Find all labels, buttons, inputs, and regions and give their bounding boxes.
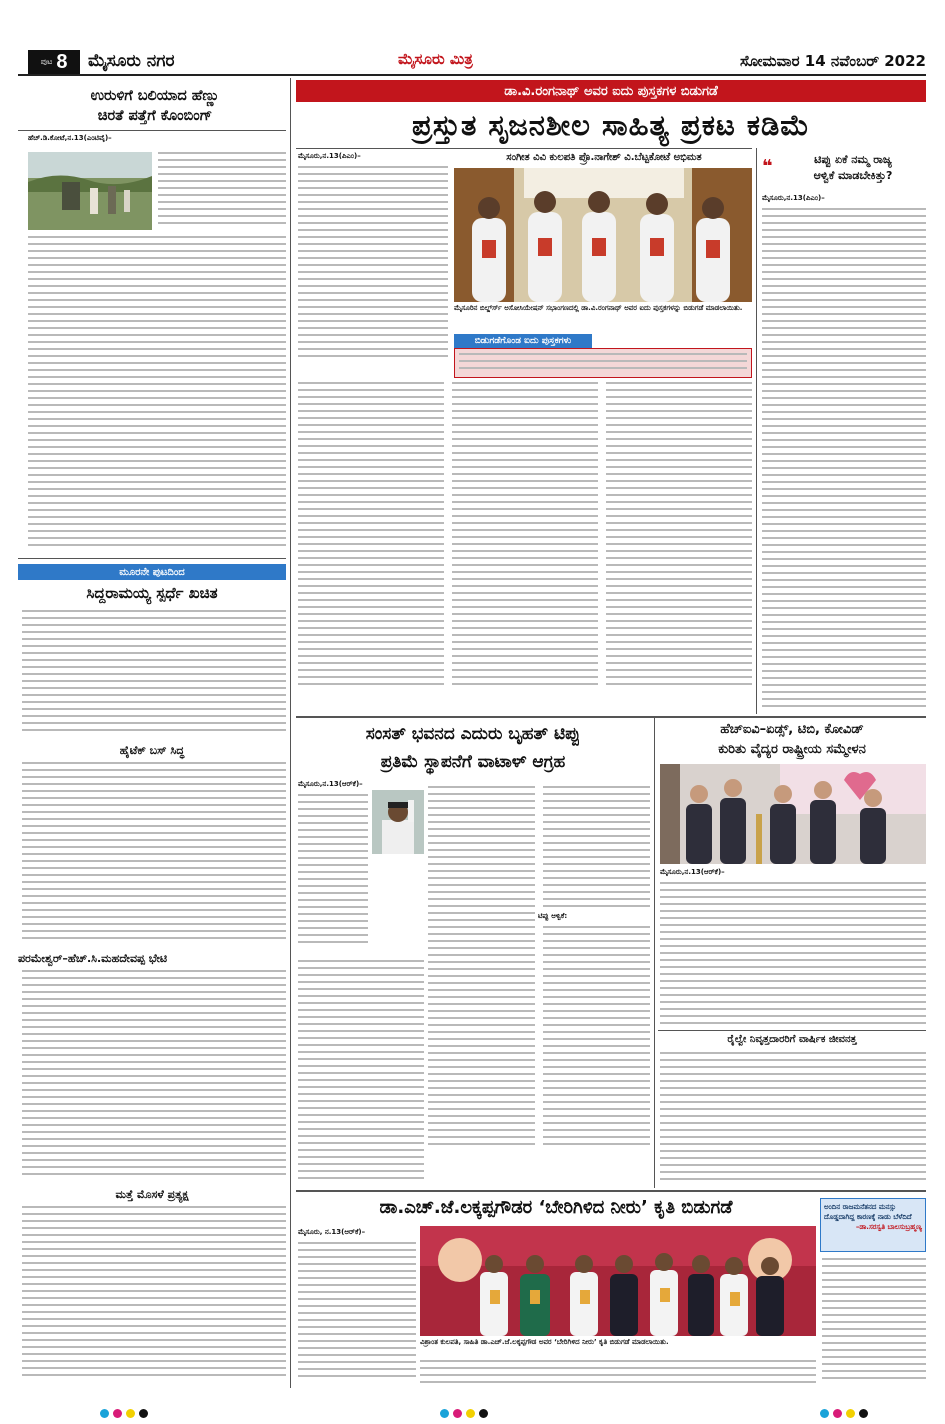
page-number-box: [28, 50, 80, 74]
parliament-text-left: [298, 960, 424, 1186]
divider: [18, 558, 286, 559]
book-text-continued: [420, 1360, 816, 1386]
page-number: 8: [56, 50, 68, 73]
books-list-box: [454, 348, 752, 378]
parliament-text-continued: [428, 786, 650, 1186]
hitech-bus-text: [22, 762, 286, 948]
masthead: ಮೈಸೂರು ಮಿತ್ರ: [398, 50, 473, 68]
divider: [658, 1030, 926, 1031]
subhead-crocodile: ಮತ್ತೆ ಮೊಸಳೆ ಪ್ರತ್ಯಕ್ಷ: [115, 1188, 189, 1201]
top-subhead: ಸಂಗೀತ ವಿವಿ ಕುಲಪತಿ ಪ್ರೊ.ನಾಗೇಶ್ ವಿ.ಬೆಟ್ಟಕೋಟೆ ಅಭಿಮತ: [506, 152, 702, 163]
quote-attribution: –ಡಾ.ಸರಸ್ವತಿ ಬಾಲಸುಬ್ರಹ್ಮಣ್ಯ: [855, 1223, 922, 1231]
page-header: [18, 48, 926, 76]
parliament-subhead: [538, 912, 650, 924]
railway-text: [660, 1052, 926, 1186]
divider: [296, 716, 926, 718]
continued-from-kicker: ಮೂರನೇ ಪುಟದಿಂದ: [18, 564, 286, 580]
hiv-headline: ಹೆಚ್‌ಐವಿ–ಏಡ್ಸ್, ಟಿಬಿ, ಕೋವಿಡ್ ಕುರಿತು ವೈದ್ಯರ ರಾಷ್ಟ್ರೀಯ ಸಮ್ಮೇಳನ: [718, 722, 866, 757]
tipu-dateline: [762, 194, 926, 206]
dateline: ಹೆಚ್.ಡಿ.ಕೋಟೆ,ನ.13(ಎಂಟಿವೈ)–: [28, 134, 112, 142]
book-headline: [296, 1194, 816, 1222]
hiv-text: [660, 882, 926, 1028]
divider: [18, 130, 286, 131]
top-story-text: [298, 166, 448, 366]
tipu-headline: ಟಿಪ್ಪು ಏಕೆ ನಮ್ಮ ರಾಜ್ಯ ಆಳ್ವಿಕೆ ಮಾಡಬೇಕಿತ್ತು?: [813, 153, 893, 182]
book-photo-caption: ವಿಶ್ರಾಂತ ಕುಲಪತಿ, ಸಾಹಿತಿ ಡಾ.ಎಚ್.ಜೆ.ಲಕ್ಕಪ್ಪಗೌಡ ಅವರ ‘ಬೇರಿಗಿಳಿದ ನೀರು’ ಕೃತಿ ಬಿಡುಗಡೆ ಮಾಡಲಾಯಿತು.: [420, 1338, 669, 1346]
newspaper-page: [18, 48, 926, 1398]
column-divider: [654, 718, 655, 1188]
book-release-photo: [454, 168, 752, 302]
story1-dateline: [28, 134, 290, 148]
book-headline-text: ಡಾ.ಎಚ್.ಜೆ.ಲಕ್ಕಪ್ಪಗೌಡರ ‘ಬೇರಿಗಿಳಿದ ನೀರು’ ಕೃತಿ ಬಿಡುಗಡೆ: [379, 1197, 733, 1218]
vatal-nagaraj-photo: [372, 790, 424, 854]
story2-text: [22, 610, 286, 740]
parliament-text: [298, 794, 368, 954]
section-name: ಮೈಸೂರು ನಗರ: [88, 51, 175, 71]
quote-box: [820, 1198, 926, 1252]
subhead-parameshwar-meeting: ಪರಮೇಶ್ವರ್–ಹೆಚ್.ಸಿ.ಮಹದೇವಪ್ಪ ಭೇಟಿ: [18, 952, 168, 965]
subhead-hitech-bus: ಹೈಟೆಕ್ ಬಸ್ ಸಿದ್ಧ: [119, 744, 185, 757]
story1-text-continued: [28, 236, 286, 554]
tipu-headline-block: [760, 150, 926, 190]
quote-mark-icon: ❝: [762, 156, 773, 177]
subhead: ಟಿಪ್ಪು ಆಳ್ವಿಕೆ:: [538, 912, 568, 920]
top-dateline: [298, 152, 448, 164]
column-divider: [756, 148, 757, 714]
story2-headline: ಸಿದ್ದರಾಮಯ್ಯ ಸ್ಪರ್ಧೆ ಖಚಿತ: [86, 584, 218, 602]
railway-pensioners-headline: ರೈಲ್ವೇ ನಿವೃತ್ತದಾರರಿಗೆ ವಾರ್ಷಿಕ ಜೀವನತ್ತ: [727, 1034, 857, 1045]
page-label: ಪುಟ: [40, 57, 53, 66]
top-headline: ಪ್ರಸ್ತುತ ಸೃಜನಶೀಲ ಸಾಹಿತ್ಯ ಪ್ರಕಟ ಕಡಿಮೆ: [412, 108, 810, 142]
registration-marks-center: [440, 1409, 488, 1418]
story1-headline: ಉರುಳಿಗೆ ಬಲಿಯಾದ ಹೆಣ್ಣು ಚಿರತೆ ಪತ್ತೆಗೆ ಕೊಂಬಿಂಗ್: [90, 88, 220, 124]
tipu-text: [762, 208, 926, 714]
top-story-text-continued: [298, 382, 752, 712]
books-box-title: ಬಿಡುಗಡೆಗೊಂಡ ಐದು ಪುಸ್ತಕಗಳು: [454, 334, 592, 348]
dateline: ಮೈಸೂರು, ನ.13(ಆರ್‌ಕೆ)–: [298, 1228, 366, 1236]
registration-marks-left: [100, 1409, 148, 1418]
divider: [296, 148, 752, 149]
dateline: ಮೈಸೂರು,ನ.13(ಆರ್‌ಕೆ)–: [298, 780, 363, 788]
conference-photo: [660, 764, 926, 864]
quote-text: ಅಂದಿನ ರಾಜಮನೆತನದ ಮನಸ್ಸು ದೊಡ್ಡದಾಗಿದ್ದ ಕಾರಣಕ್ಕೆ ನಾಡು ಬೆಳೆದಿದೆ: [824, 1203, 912, 1221]
divider: [296, 1190, 926, 1192]
book-release-event-photo: [420, 1226, 816, 1336]
hiv-dateline: [660, 868, 926, 880]
book-text: [298, 1242, 416, 1386]
quote-story-text: [822, 1258, 926, 1386]
top-kicker: ಡಾ.ವಿ.ರಂಗನಾಥ್ ಅವರ ಐದು ಪುಸ್ತಕಗಳ ಬಿಡುಗಡೆ: [296, 80, 926, 102]
registration-marks-right: [820, 1409, 868, 1418]
column-divider: [290, 78, 291, 1388]
parliament-headline: ಸಂಸತ್ ಭವನದ ಎದುರು ಬೃಹತ್ ಟಿಪ್ಪು ಪ್ರತಿಮೆ ಸ್ಥಾಪನೆಗೆ ವಾಟಾಳ್ ಆಗ್ರಹ: [365, 724, 581, 772]
book-dateline: [298, 1228, 416, 1240]
dateline: ಮೈಸೂರು,ನ.13(ಪಿಎಂ)–: [298, 152, 361, 160]
meeting-text: [22, 970, 286, 1184]
dateline: ಮೈಸೂರು,ನ.13(ಆರ್‌ಕೆ)–: [660, 868, 725, 876]
crocodile-text: [22, 1206, 286, 1386]
top-photo-caption: ಮೈಸೂರಿನ ಬಿಲ್ಡ್‌ರ್ಸ್ ಅಸೋಸಿಯೇಷನ್ ಸಭಾಂಗಣದಲ್ಲಿ ಡಾ.ವಿ.ರಂಗನಾಥ್ ಅವರ ಐದು ಪುಸ್ತಕಗಳನ್ನು ಬಿಡುಗಡೆ ಮಾಡಲಾಯಿತು.: [454, 304, 743, 312]
story1-text: [158, 152, 286, 232]
issue-date: ಸೋಮವಾರ 14 ನವೆಂಬರ್ 2022: [739, 52, 926, 70]
dateline: ಮೈಸೂರು,ನ.13(ಪಿಎಂ)–: [762, 194, 825, 202]
forest-search-photo: [28, 152, 152, 230]
